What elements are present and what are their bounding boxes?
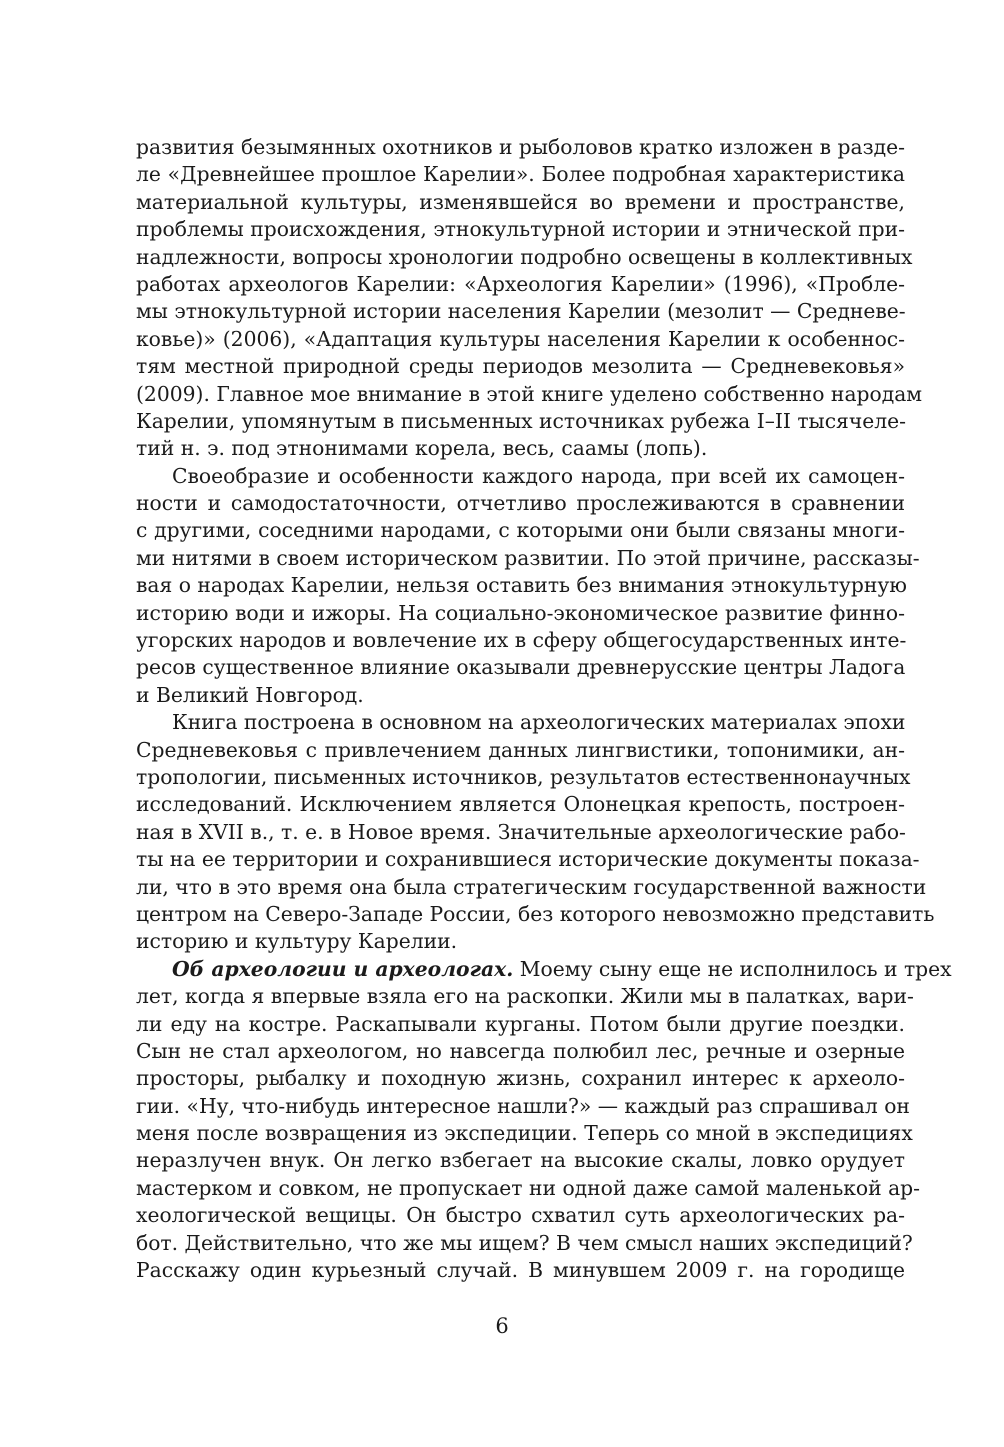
text-line: хеологической вещицы. Он быстро схватил суть археологических ра- (136, 1203, 905, 1228)
text-line: Своеобразие и особенности каждого народа, при всей их самоцен- (172, 463, 905, 488)
paragraph-3 (136, 709, 935, 956)
text-line: развития безымянных охотников и рыболовов кратко изложен в разде- (136, 135, 906, 159)
text-line: тий н. э. под этнонимами корела, весь, саамы (лопь). (136, 436, 708, 461)
text-line: ми нитями в своем историческом развитии. По этой причине, рассказы- (136, 545, 920, 570)
text-line: ли еду на костре. Раскапывали курганы. Потом были другие поездки. (136, 1011, 905, 1036)
text-line: Карелии, упомянутым в письменных источниках рубежа I–II тысячеле- (136, 408, 907, 433)
text-line: Сын не стал археологом, но навсегда полюбил лес, речные и озерные (136, 1038, 905, 1063)
text-line: меня после возвращения из экспедиции. Теперь со мной в экспедициях (136, 1121, 913, 1146)
text-line: ты на ее территории и сохранившиеся исторические документы показа- (136, 847, 920, 872)
text-line: мастерком и совком, не пропускает ни одной даже самой маленькой ар- (136, 1175, 921, 1200)
paragraph-2 (136, 463, 920, 710)
text-line: лет, когда я впервые взяла его на раскопки. Жили мы в палатках, вари- (136, 984, 914, 1009)
text-line: бот. Действительно, что же мы ищем? В чем смысл наших экспедиций? (136, 1230, 913, 1255)
text-line: проблемы происхождения, этнокультурной истории и этнической при- (136, 217, 905, 242)
text-line: ная в XVII в., т. е. в Новое время. Значительные археологические рабо- (136, 819, 906, 844)
text-line: историю води и ижоры. На социально-экономическое развитие финно- (136, 600, 905, 625)
text-line: мы этнокультурной истории населения Карелии (мезолит — Средневе- (136, 299, 906, 324)
text-line: надлежности, вопросы хронологии подробно освещены в коллективных (136, 244, 913, 269)
section-first-line: Моему сыну еще не исполнилось и трех (513, 956, 952, 981)
text-line: тям местной природной среды периодов мезолита — Средневековья» (136, 354, 905, 379)
text-line: центром на Северо-Западе России, без которого невозможно представить (136, 901, 935, 926)
text-line: ности и самодостаточности, отчетливо прослеживаются в сравнении (136, 491, 905, 516)
text-line: ковье)» (2006), «Адаптация культуры населения Карелии к особеннос- (136, 326, 905, 351)
text-line: с другими, соседними народами, с которыми они были связаны многи- (136, 518, 905, 543)
text-line: вая о народах Карелии, нельзя оставить без внимания этнокультурную (136, 573, 907, 598)
text-line: Средневековья с привлечением данных лингвистики, топонимики, ан- (136, 737, 905, 762)
paragraph-1 (136, 134, 923, 463)
text-line: угорских народов и вовлечение их в сферу общегосударственных инте- (136, 628, 907, 653)
text-line: ресов существенное влияние оказывали древнерусские центры Ладога (136, 655, 906, 680)
text-line: (2009). Главное мое внимание в этой книге уделено собственно народам (136, 381, 923, 406)
text-line: просторы, рыбалку и походную жизнь, сохранил интерес к археоло- (136, 1066, 905, 1091)
text-line: Книга построена в основном на археологических материалах эпохи (172, 710, 906, 735)
text-line: материальной культуры, изменявшейся во времени и пространстве, (136, 189, 905, 214)
text-line: работах археологов Карелии: «Археология Карелии» (1996), «Пробле- (136, 271, 905, 296)
text-line: гии. «Ну, что-нибудь интересное нашли?» — каждый раз спрашивал он (136, 1093, 910, 1118)
paragraph-section (136, 956, 952, 1285)
page-number: 6 (495, 1314, 509, 1338)
body-text (136, 134, 952, 1284)
text-line: Расскажу один курьезный случай. В минувшем 2009 г. на городище (136, 1258, 905, 1283)
text-line: ли, что в это время она была стратегическим государственной важности (136, 874, 927, 899)
text-line (136, 956, 952, 983)
text-line: тропологии, письменных источников, результатов естественнонаучных (136, 764, 911, 789)
text-line: исследований. Исключением является Олонецкая крепость, построен- (136, 792, 905, 817)
text-line: историю и культуру Карелии. (136, 929, 458, 954)
text-line: и Великий Новгород. (136, 682, 364, 707)
text-line: неразлучен внук. Он легко взбегает на высокие скалы, ловко орудует (136, 1148, 905, 1173)
section-heading: Об археологии и археологах. (172, 956, 514, 981)
text-line: ле «Древнейшее прошлое Карелии». Более подробная характеристика (136, 162, 905, 187)
